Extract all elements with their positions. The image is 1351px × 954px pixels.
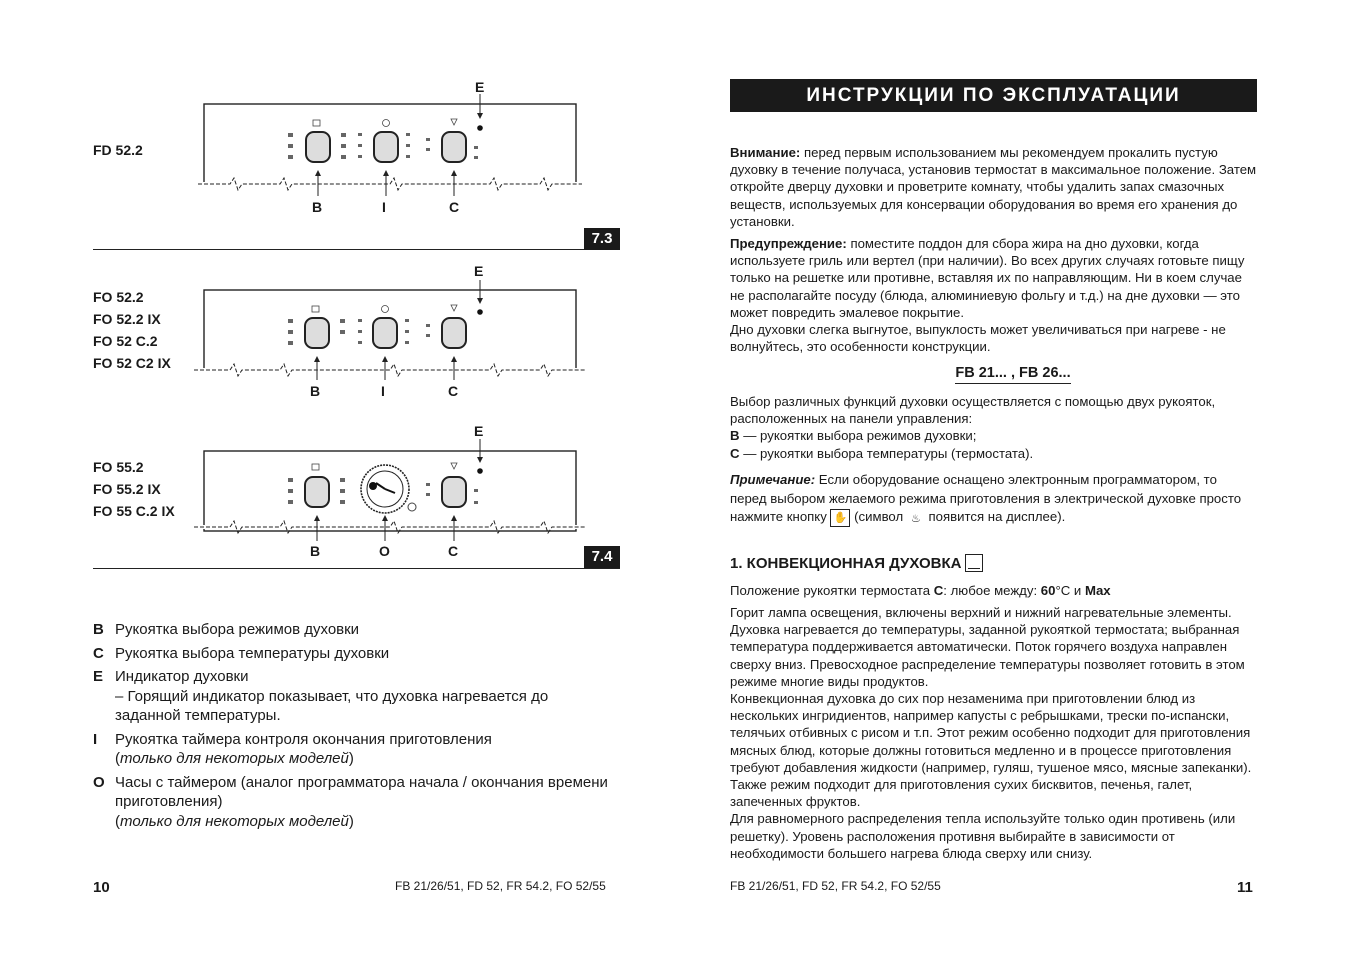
section-heading: 1. КОНВЕКЦИОННАЯ ДУХОВКА: [730, 554, 983, 572]
knob-c: [442, 132, 466, 162]
page-title: ИНСТРУКЦИИ ПО ЭКСПЛУАТАЦИИ: [730, 79, 1257, 112]
model-name: FO 52.2 IX: [93, 311, 161, 327]
label-c: C: [449, 199, 460, 215]
hand-button-icon: ✋: [830, 509, 850, 527]
label-b: B: [310, 383, 321, 399]
figure-number-7-3: 7.3: [584, 228, 620, 250]
label-o: O: [379, 543, 390, 559]
model-name: FD 52.2: [93, 142, 143, 158]
label-i: I: [381, 383, 385, 399]
model-list-fo52: [93, 286, 171, 374]
knob-i: [374, 132, 398, 162]
steam-icon: ♨: [910, 512, 921, 525]
model-name: FO 52 C.2: [93, 333, 158, 349]
knob-i: [373, 318, 397, 348]
indicator-light: [477, 309, 483, 315]
label-i: I: [382, 199, 386, 215]
legend-item-b: B Рукоятка выбора режимов духовки: [93, 621, 360, 638]
control-panel-diagram-fo55: [190, 423, 590, 563]
label-e: E: [474, 423, 484, 439]
knob-c: [442, 318, 466, 348]
figure-number-7-4: 7.4: [584, 546, 620, 568]
label-e: E: [474, 263, 484, 279]
label-b: B: [312, 199, 323, 215]
model-list-fo55: [93, 456, 175, 522]
indicator-light: [477, 125, 483, 131]
label-c: C: [448, 543, 459, 559]
model-name: FO 52 C2 IX: [93, 355, 171, 371]
page-number-left: 10: [93, 879, 110, 896]
control-panel-diagram-fo52: [190, 262, 590, 402]
model-name: FO 55.2 IX: [93, 481, 161, 497]
indicator-light: [477, 468, 483, 474]
models-subtitle: FB 21... , FB 26...: [675, 365, 1351, 381]
knob-b: [306, 132, 330, 162]
legend: [93, 620, 613, 835]
model-name: FO 52.2: [93, 289, 144, 305]
clock-timer: [361, 465, 416, 513]
knob-c: [442, 477, 466, 507]
divider: [93, 249, 620, 250]
warning-paragraph: Предупреждение: поместите поддон для сбора жира на дно духовки, когда используете гриль или вертел (при наличии). Во всех других случаях готовьте пищу только на решетке или противне, вставляя их по направляющим. Ни в коем случае не располагайте посуду (блюда, алюминиевую фольгу и т.д.) на дне духовки — это может повредить эмалевое покрытие. Дно духовки слегка выгнутое, выпуклость может увеличиваться при нагреве - не волнуйтесь, это особенности конструкции.: [730, 236, 1245, 355]
divider: [93, 568, 620, 569]
legend-item-c: C Рукоятка выбора температуры духовки: [93, 644, 390, 662]
attention-paragraph: Внимание: перед первым использованием мы рекомендуем прокалить пустую духовку в течение получаса, установив термостат в максимальное положение. Затем откройте дверцу духовки и проветрите комнату, чтобы удалить запах смазочных веществ, используемых для консервации оборудования во время его хранения до установки.: [730, 145, 1257, 229]
legend-item-i: I Рукоятка таймера контроля окончания приготовления (только для некоторых моделей): [93, 730, 492, 767]
convection-description: Горит лампа освещения, включены верхний и нижний нагревательные элементы. Духовка нагревается до температуры, заданной рукояткой термостата; выбранная температура поддерживается автоматически. Поток горячего воздуха направлен сверху вниз. Превосходное распределение температуры позволяет готовить в этом режиме многие виды продуктов. Конвекционная духовка до сих пор незаменима при приготовлении блюд из нескольких ингридиентов, например капусты с ребрышками, трески по-испански, телячьих отбивных с рисом и т.п. Этот режим особенно подходит для приготовления мясных блюд, которые должны готовиться медленно и в процессе приготовления требуют добавления жидкости (например, гуляш, тушеное мясо, мясные запеканки). Также режим подходит для приготовления сухих бисквитов, печенья, галет, запеченных фруктов. Для равномерного распределения тепла используйте только один противень (или решетку). Уровень расположения противня выбирайте в зависимости от необходимости большего нагрева блюда сверху или снизу.: [730, 605, 1252, 861]
left-page: [0, 0, 675, 954]
label-e: E: [475, 79, 485, 95]
conventional-oven-icon: [965, 554, 983, 572]
selection-paragraph: Выбор различных функций духовки осуществляется с помощью двух рукояток, расположенных на панели управления: B — рукоятки выбора режимов духовки; C — рукоятки выбора температуры (термостата).: [730, 394, 1216, 461]
note-paragraph: Примечание: Если оборудование оснащено электронным программатором, то перед выбором желаемого режима приготовления в электрической духовке просто нажмите кнопку ✋ (символ ♨ появится на дисплее).: [730, 472, 1242, 525]
model-list-fd: [93, 139, 143, 161]
thermostat-line: Положение рукоятки термостата C: любое между: 60°C и Max: [730, 583, 1111, 598]
control-panel-diagram-fd: [190, 78, 590, 218]
model-name: FO 55.2: [93, 459, 144, 475]
footer-right: FB 21/26/51, FD 52, FR 54.2, FO 52/55: [730, 879, 941, 893]
knob-b: [305, 477, 329, 507]
model-name: FO 55 C.2 IX: [93, 503, 175, 519]
label-c: C: [448, 383, 459, 399]
label-b: B: [310, 543, 321, 559]
footer-left: FB 21/26/51, FD 52, FR 54.2, FO 52/55: [395, 879, 606, 893]
legend-item-o: O Часы с таймером (аналог программатора начала / окончания времени приготовления) (только для некоторых моделей): [93, 773, 608, 830]
knob-b: [305, 318, 329, 348]
page-number-right: 11: [1237, 879, 1253, 896]
right-page: [675, 0, 1351, 954]
legend-item-e: E Индикатор духовки – Горящий индикатор показывает, что духовка нагревается до заданной температуры.: [93, 668, 549, 724]
